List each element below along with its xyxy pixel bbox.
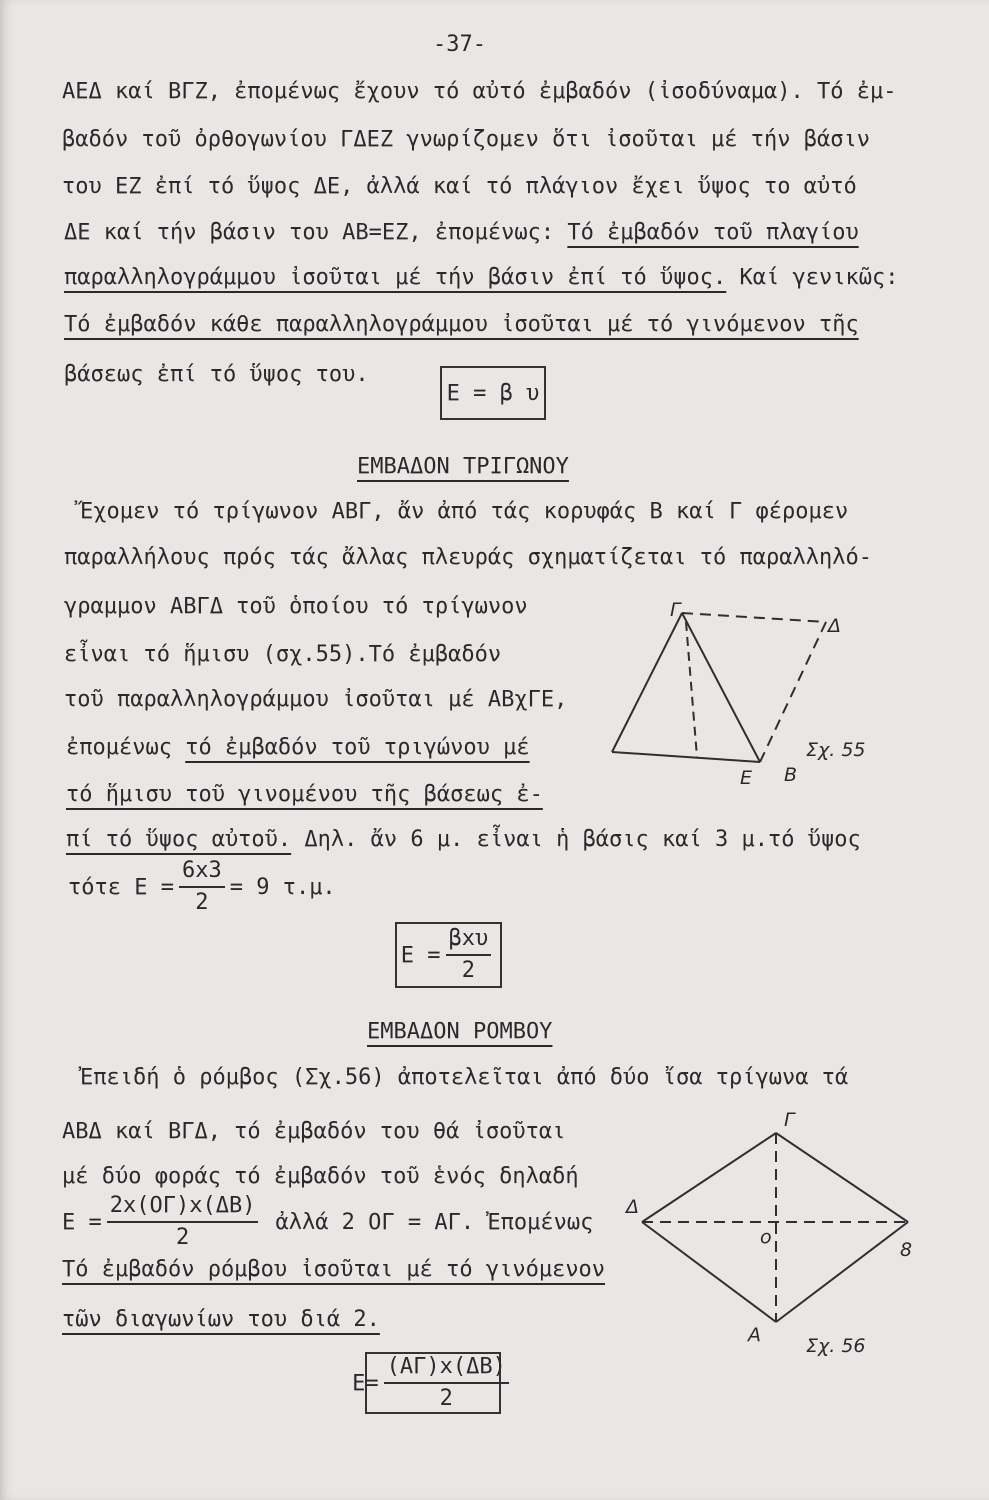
fraction — [446, 926, 492, 984]
formula-text: Ε = β υ — [446, 380, 540, 406]
figure-caption: Σχ. 56 — [806, 1335, 866, 1357]
rhombus-side-dg — [642, 1133, 776, 1222]
formula-lhs: Ε= — [352, 1370, 379, 1396]
underlined-rule: τῶν διαγωνίων του διά 2. — [62, 1307, 380, 1332]
parallel-line-db — [760, 622, 826, 762]
fraction-denominator: 2 — [461, 958, 475, 983]
page-number: -37- — [433, 32, 486, 57]
center-label-o: ο — [760, 1226, 772, 1248]
parallel-line-gd — [682, 613, 826, 622]
text-line — [64, 264, 898, 292]
triangle-side-gb — [682, 613, 760, 762]
fraction-numerator: βxυ — [446, 926, 492, 956]
fraction — [107, 1193, 259, 1251]
text-segment: ἐπομένως — [66, 735, 186, 760]
rhombus-side-ba — [776, 1222, 908, 1322]
underlined-rule: παραλληλογράμμου ἰσοῦται μέ τήν βάσιν ἐπί τό ὕψος. — [64, 265, 727, 290]
underlined-rule: τό ἥμισυ τοῦ γινομένου τῆς βάσεως ἐ- — [66, 782, 543, 807]
figure-55-triangle — [612, 613, 826, 762]
vertex-label-gamma: Γ — [670, 599, 681, 621]
vertex-label-delta: Δ — [626, 1196, 639, 1218]
underlined-rule: Τό ἐμβαδόν ρόμβου ἰσοῦται μέ τό γινόμενον — [62, 1257, 606, 1282]
fraction-denominator: 2 — [195, 890, 209, 915]
vertex-label-b: Β — [784, 764, 798, 786]
equation-continuation: ἀλλά 2 ΟΓ = ΑΓ. Ἐπομένως — [275, 1209, 594, 1235]
text-line: του ΕΖ ἐπί τό ὕψος ΔΕ, ἀλλά καί τό πλάγιον ἔχει ὕψος το αὐτό — [62, 174, 857, 199]
rhombus-side-ad — [642, 1222, 776, 1322]
equation-result: = 9 τ.μ. — [229, 874, 336, 900]
triangle-side-ag — [612, 613, 682, 752]
text-line: Ἐπειδή ὁ ρόμβος (Σχ.56) ἀποτελεῖται ἀπό δύο ἴσα τρίγωνα τά — [80, 1065, 849, 1090]
text-segment: ΔΕ καί τήν βάσιν του ΑΒ=ΕΖ, ἐπομένως: — [64, 220, 568, 245]
rhombus-equation — [62, 1192, 593, 1252]
formula-box — [352, 1352, 506, 1414]
triangle-base-ab — [612, 752, 760, 762]
fraction — [384, 1354, 509, 1412]
formula-box — [395, 922, 502, 988]
rhombus-side-gb — [776, 1133, 908, 1222]
text-segment: Καί γενικῶς: — [726, 265, 899, 290]
example-equation — [68, 858, 336, 916]
vertex-label-e: Ε — [740, 767, 753, 789]
text-line — [66, 826, 861, 854]
underlined-rule: πί τό ὕψος αὐτοῦ. — [66, 827, 292, 852]
altitude-line — [686, 622, 697, 757]
underlined-rule: τό ἐμβαδόν τοῦ τριγώνου μέ — [185, 735, 530, 760]
text-line: μέ δύο φοράς τό ἐμβαδόν τοῦ ἑνός δηλαδή — [62, 1164, 579, 1189]
text-line: βάσεως ἐπί τό ὕψος του. — [64, 362, 369, 387]
underlined-rule: Τό ἐμβαδόν τοῦ πλαγίου — [567, 220, 859, 245]
fraction-numerator: (ΑΓ)x(ΔΒ) — [384, 1354, 509, 1384]
fraction-numerator: 2x(ΟΓ)x(ΔΒ) — [107, 1193, 259, 1223]
text-line — [64, 219, 859, 247]
vertex-label-b: 8 — [900, 1239, 913, 1261]
section-heading: ΕΜΒΑΔΟΝ ΤΡΙΓΩΝΟΥ — [357, 454, 569, 479]
section-heading: ΕΜΒΑΔΟΝ ΡΟΜΒΟΥ — [367, 1019, 553, 1044]
fraction-denominator: 2 — [439, 1386, 453, 1411]
formula-box — [440, 366, 546, 420]
equation-lhs: Ε = — [62, 1209, 102, 1235]
vertex-label-gamma: Γ — [784, 1109, 795, 1131]
vertex-label-delta: Δ — [828, 615, 841, 637]
text-line: βαδόν τοῦ ὀρθογωνίου ΓΔΕΖ γνωρίζομεν ὅτι ἰσοῦται μέ τήν βάσιν — [62, 127, 870, 152]
fraction — [179, 858, 225, 916]
text-line: ΑΒΔ καί ΒΓΔ, τό ἐμβαδόν του θά ἰσοῦται — [62, 1119, 566, 1144]
equation-prefix: τότε Ε = — [68, 874, 174, 900]
formula-lhs: Ε = — [400, 942, 441, 968]
text-line: ΑΕΔ καί ΒΓΖ, ἐπομένως ἔχουν τό αὐτό ἐμβαδόν (ἰσοδύναμα). Τό ἐμ- — [62, 79, 897, 104]
text-line: Ἔχομεν τό τρίγωνον ΑΒΓ, ἄν ἀπό τάς κορυφάς Β καί Γ φέρομεν — [80, 499, 849, 524]
fraction-numerator: 6x3 — [179, 858, 225, 888]
text-line: παραλλήλους πρός τάς ἄλλας πλευράς σχηματίζεται τό παραλληλό- — [64, 545, 872, 570]
text-line: γραμμον ΑΒΓΔ τοῦ ὁποίου τό τρίγωνον — [64, 594, 528, 619]
figure-56-rhombus — [642, 1133, 908, 1322]
vertex-label-a: Α — [748, 1324, 761, 1346]
text-segment: Δηλ. ἄν 6 μ. εἶναι ἡ βάσις καί 3 μ.τό ὕψος — [291, 827, 861, 852]
figure-caption: Σχ. 55 — [806, 739, 866, 761]
text-line: τοῦ παραλληλογράμμου ἰσοῦται μέ ΑΒχΓΕ, — [64, 687, 568, 712]
fraction-denominator: 2 — [175, 1225, 190, 1250]
text-line: εἶναι τό ἥμισυ (σχ.55).Τό ἐμβαδόν — [64, 642, 502, 667]
text-line — [66, 734, 530, 762]
underlined-rule: Τό ἐμβαδόν κάθε παραλληλογράμμου ἰσοῦται μέ τό γινόμενον τῆς — [64, 312, 859, 337]
